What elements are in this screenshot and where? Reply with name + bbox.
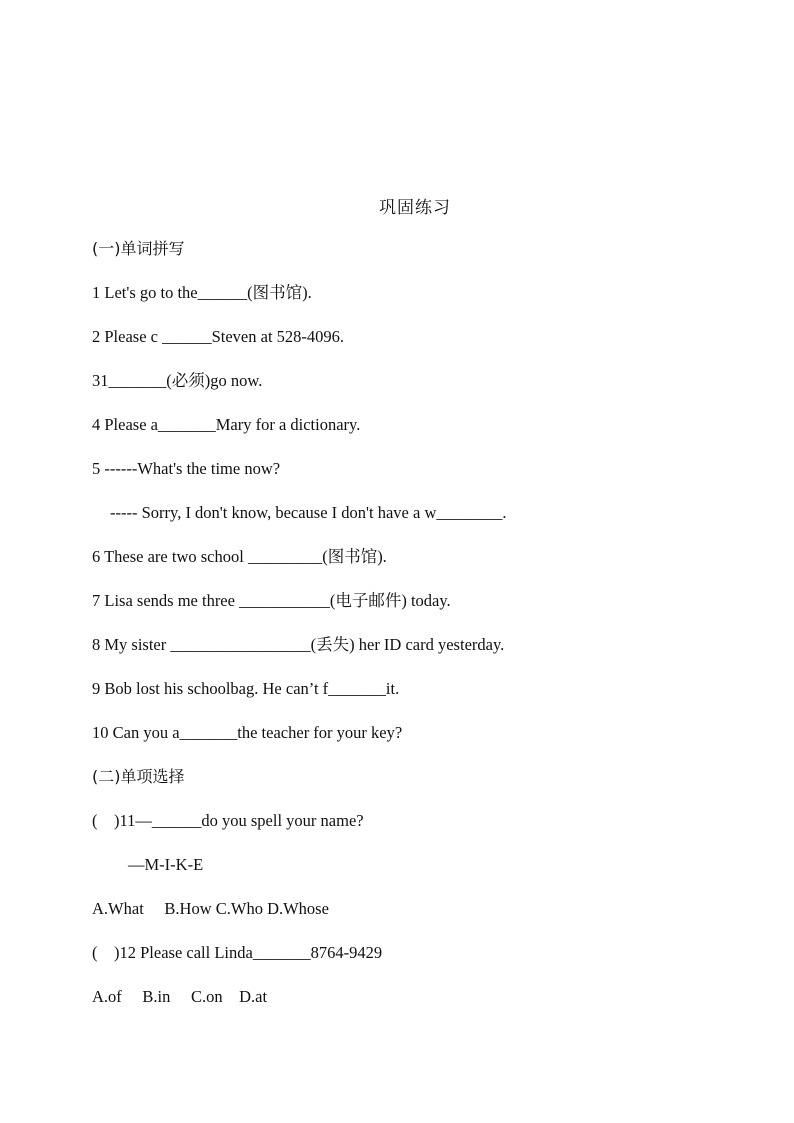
question-9: 9 Bob lost his schoolbag. He can’t f_______it.: [92, 679, 400, 698]
question-11-answer: —M-I-K-E: [128, 855, 204, 874]
question-3: 31_______(必须)go now.: [92, 371, 263, 390]
section-heading-spelling: (一)单词拼写: [92, 239, 185, 258]
section-heading-choice: (二)单项选择: [92, 767, 185, 786]
question-5: 5 ------What's the time now?: [92, 459, 281, 478]
question-5-reply: ----- Sorry, I don't know, because I don't have a w________.: [110, 503, 507, 522]
question-10: 10 Can you a_______the teacher for your key?: [92, 723, 403, 742]
question-7: 7 Lisa sends me three ___________(电子邮件) today.: [92, 591, 451, 610]
question-4: 4 Please a_______Mary for a dictionary.: [92, 415, 361, 434]
question-11-options: A.What B.How C.Who D.Whose: [92, 899, 329, 918]
question-2: 2 Please c ______Steven at 528-4096.: [92, 327, 345, 346]
question-11: ( )11—______do you spell your name?: [92, 811, 364, 830]
question-12-options: A.of B.in C.on D.at: [92, 987, 268, 1006]
page-title: 巩固练习: [379, 198, 451, 218]
question-1: 1 Let's go to the______(图书馆).: [92, 283, 312, 302]
question-8: 8 My sister _________________(丢失) her ID card yesterday.: [92, 635, 505, 654]
question-12: ( )12 Please call Linda_______8764-9429: [92, 943, 383, 962]
question-6: 6 These are two school _________(图书馆).: [92, 547, 387, 566]
